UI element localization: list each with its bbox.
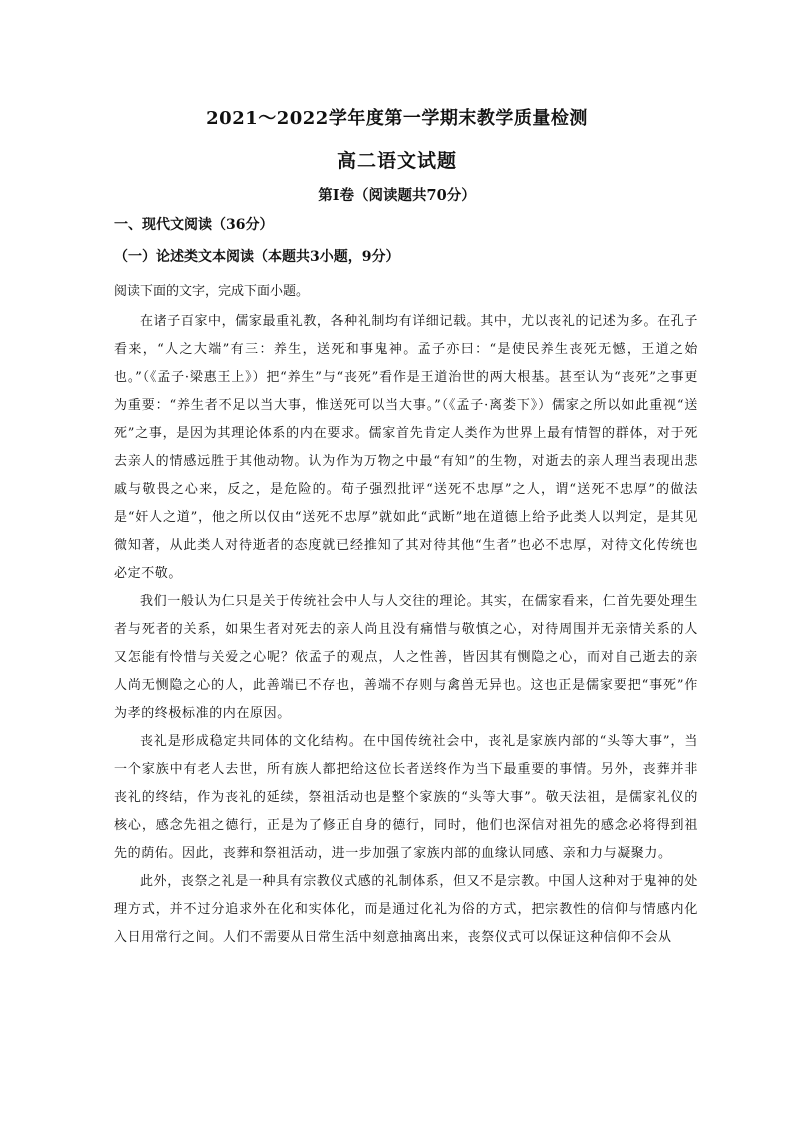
subsection-heading: （一）论述类文本阅读（本题共3小题，9分）	[114, 249, 400, 265]
exam-title: 2021～2022学年度第一学期末教学质量检测	[206, 108, 588, 129]
reading-instruction: 阅读下面的文字，完成下面小题。	[114, 284, 310, 299]
reading-passage	[114, 308, 698, 952]
section-heading: 一、现代文阅读（36分）	[114, 217, 274, 233]
exam-subtitle: 高二语文试题	[336, 150, 457, 172]
volume-heading: 第Ⅰ卷（阅读题共70分）	[318, 187, 476, 204]
passage-paragraph: 丧礼是形成稳定共同体的文化结构。在中国传统社会中，丧礼是家族内部的“头等大事”，当一个家族中有老人去世，所有族人都把给这位长者送终作为当下最重要的事情。另外，丧葬并非丧礼的终结，作为丧礼的延续，祭祖活动也是整个家族的“头等大事”。敬天法祖，是儒家礼仪的核心，感念先祖之德行，正是为了修正自身的德行，同时，他们也深信对祖先的感念必将得到祖先的荫佑。因此，丧葬和祭祖活动，进一步加强了家族内部的血缘认同感、亲和力与凝聚力。	[114, 734, 698, 861]
passage-paragraph: 在诸子百家中，儒家最重礼教，各种礼制均有详细记载。其中，尤以丧礼的记述为多。在孔子看来，“人之大端”有三：养生，送死和事鬼神。孟子亦曰：“是使民养生丧死无憾，王道之始也。”（《孟子·梁惠王上》）把“养生”与“丧死”看作是王道治世的两大根基。甚至认为“丧死”之事更为重要：“养生者不足以当大事，惟送死可以当大事。”（《孟子·离娄下》）儒家之所以如此重视“送死”之事，是因为其理论体系的内在要求。儒家首先肯定人类作为世界上最有情智的群体，对于死去亲人的情感远胜于其他动物。认为作为万物之中最“有知”的生物，对逝去的亲人理当表现出悲戚与敬畏之心来，反之，是危险的。荀子强烈批评“送死不忠厚”之人，谓“送死不忠厚”的做法是“奸人之道”，他之所以仅由“送死不忠厚”就如此“武断”地在道德上给予此类人以判定，是其见微知著，从此类人对待逝者的态度就已经推知了其对待其他“生者”也必不忠厚，对待文化传统也必定不敬。	[114, 314, 698, 581]
passage-paragraph: 此外，丧祭之礼是一种具有宗教仪式感的礼制体系，但又不是宗教。中国人这种对于鬼神的处理方式，并不过分追求外在化和实体化，而是通过化礼为俗的方式，把宗教性的信仰与情感内化入日用常行之间。人们不需要从日常生活中刻意抽离出来，丧祭仪式可以保证这种信仰不会从	[114, 874, 698, 945]
passage-paragraph: 我们一般认为仁只是关于传统社会中人与人交往的理论。其实，在儒家看来，仁首先要处理生者与死者的关系，如果生者对死去的亲人尚且没有痛惜与敬慎之心，对待周围并无亲情关系的人又怎能有怜惜与关爱之心呢？依孟子的观点，人之性善，皆因其有恻隐之心，而对自己逝去的亲人尚无恻隐之心的人，此善端已不存也，善端不存则与禽兽无异也。这也正是儒家要把“事死”作为孝的终极标准的内在原因。	[114, 594, 698, 721]
